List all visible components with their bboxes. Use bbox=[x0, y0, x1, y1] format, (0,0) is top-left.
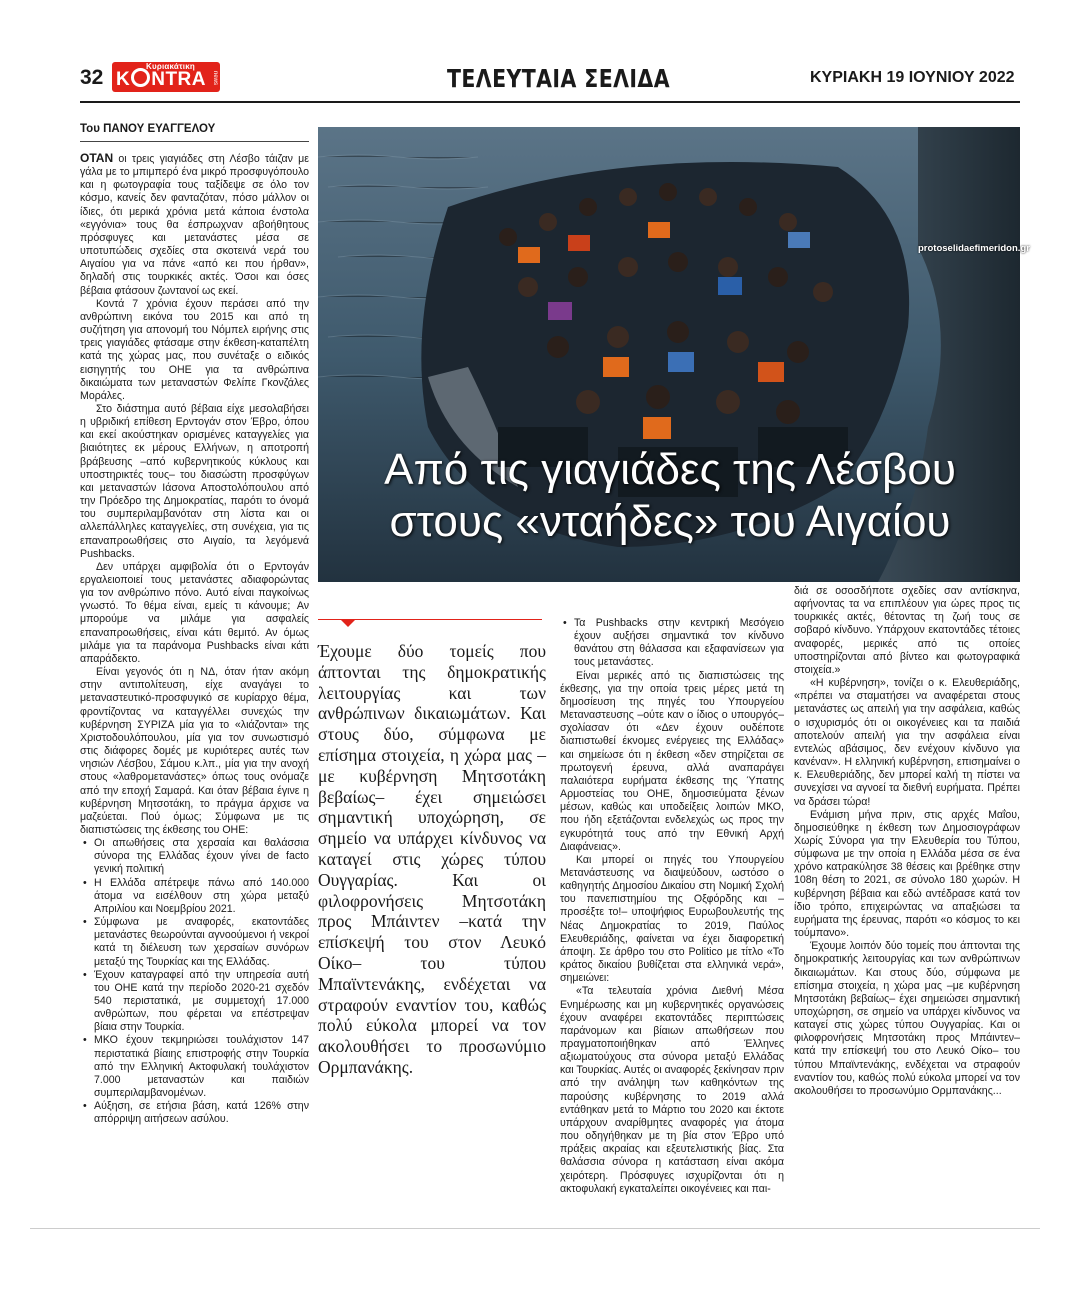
logo-wordmark: K NTRA bbox=[116, 69, 207, 90]
paragraph: Έχουμε λοιπόν δύο τομείς που άπτονται της δημοκρατικής λειτουργίας και των ανθρώπινων δικαιωμάτων. Και στους δύο, σύμφωνα με επίσημα στοιχεία, η χώρα μας –με κυβέρνηση Μητσοτάκη βεβαίως– έχει σημειώσει σημαντική υποχώρηση, σε σημείο να υπάρχει κίνδυνος να καταγεί στις χώρες τύπου Ουγγαρίας. Και οι φιλοφρονήσεις Μητσοτάκη προς Μπάιντεν– κατά την επίσκεψή του στο Λευκό Οίκο– του τύπου Μπαϊντενάκης, ενδέχεται να στραφούν εναντίον του, καθώς πολύ εύκολα μπορεί να τον ακολουθήσει το προσωνύμιο Ορμπανάκης... bbox=[794, 940, 1020, 1097]
paragraph: Κοντά 7 χρόνια έχουν περάσει από την ανθρώπινη εικόνα του 2015 και από τη συζήτηση για απονομή του Νόμπελ ειρήνης στις τρεις γιαγιάδες φτάσαμε στην έκθεση-καταπέλτη κατά της χώρας μας, που συνέταξε ο ειδικός εισηγητής του ΟΗΕ για τα ανθρώπινα δικαιώματα των μεταναστών Φελίπε Γκονζάλες Μοράλες. bbox=[80, 297, 309, 402]
logo-ring-icon bbox=[131, 68, 150, 87]
headline bbox=[330, 444, 1010, 548]
list-item: • Οι απωθήσεις στα χερσαία και θαλάσσια σύνορα της Ελλάδας έχουν γίνει de facto γενική πολιτική bbox=[80, 837, 309, 876]
article-column-4 bbox=[794, 585, 1020, 1098]
pullquote: Έχουμε δύο τομείς που άπτονται της δημοκρατικής λειτουργίας και των ανθρώπινων δικαιωμάτων. Και στους δύο, σύμφωνα με επίσημα στοιχεία, η χώρα μας –με κυβέρνηση Μητσοτάκη βεβαίως– έχει σημειώσει σημαντική υποχώρηση, σε σημείο να υπάρχει κίνδυνος να καταγεί στις χώρες τύπου Ουγγαρίας. Και οι φιλοφρονήσεις Μητσοτάκη προς Μπάιντεν –κατά την επίσκεψή του στον Λευκό Οίκο– του τύπου Μπαϊντενάκης, ενδέχεται να στραφούν εναντίον του, καθώς πολύ εύκολα μπορεί να τον ακολουθήσει το προσωνύμιο Ορμπανάκης. bbox=[318, 641, 546, 1077]
list-item: • Τα Pushbacks στην κεντρική Μεσόγειο έχουν αυξήσει σημαντικά τον κίνδυνο θανάτου στη θάλασσα και εξαφανίσεων για τους μετανάστες. bbox=[560, 617, 784, 670]
logo-tagline: Κυριακάτικη bbox=[146, 62, 195, 71]
issue-date: ΚΥΡΙΑΚΗ 19 ΙΟΥΝΙΟΥ 2022 bbox=[810, 69, 1015, 86]
article-column-1 bbox=[80, 152, 309, 1127]
byline: Του ΠΑΝΟΥ ΕΥΑΓΓΕΛΟΥ bbox=[80, 123, 216, 135]
drop-lead: ΟΤΑΝ bbox=[80, 151, 114, 165]
paragraph: διά σε οσοσδήποτε σχεδίες σαν αντίσκηνα, αφήνοντας τα να επιπλέουν για ώρες προς τις τουρκικές ακτές, θέτοντας τη ζωή τους σε σοβαρό κίνδυνο. Υπάρχουν εκατοντάδες τέτοιες αναφορές, μερικές από τις οποίες υποστηρίζονται από βίντεο και φωτογραφικά στοιχεία.» bbox=[794, 585, 1020, 676]
findings-list bbox=[80, 837, 309, 1126]
paragraph: Είναι μερικές από τις διαπιστώσεις της έκθεσης, για την οποία τρεις μέρες μετά τη δημοσίευση της πηγές του Υπουργείου Μεταναστευσης –ούτε καν ο ίδιος ο υπουργός– σχολίασαν ότι «Δεν έχουν ουδέποτε διαπιστωθεί έκνομες ενέργειες της Ελλάδας» και σημείωσε ότι η έκθεση «δεν στηρίζεται σε πρωτογενή έρευνα, αλλά αναπαράγει παλαιότερα ευρήματα έκθεσης της Ύπατης Αρμοστείας του ΟΗΕ, δημοσιεύματα ξένων μέσων, καθώς και υποδείξεις λοιπών ΜΚΟ, που ήδη εξετάζονται ενδελεχώς ως προς την εγκυρότητά τους από την Εθνική Αρχή Διαφάνειας». bbox=[560, 669, 784, 853]
findings-list-continued bbox=[560, 617, 784, 670]
list-item: • Σύμφωνα με αναφορές, εκατοντάδες μετανάστες θεωρούνται αγνοούμενοι ή νεκροί κατά τη διέλευση των χερσαίων συνόρων μεταξύ της Τουρκίας και της Ελλάδας. bbox=[80, 916, 309, 969]
section-title: ΤΕΛΕΥΤΑΙΑ ΣΕΛΙΔΑ bbox=[447, 64, 670, 93]
paragraph: Είναι γεγονός ότι η ΝΔ, όταν ήταν ακόμη στην αντιπολίτευση, είχε αναγάγει το μεταναστευτικό-προσφυγικό σε κυρίαρχο θέμα, φροντίζοντας να καταγγέλλει συνεχώς την κυβέρνηση ΣΥΡΙΖΑ μία για το «λιάζονται» της Χριστοδουλόπουλου, μία για τον συνωστισμό στις διάφορες δομές με κυριότερες αυτές των νησιών Λέσβου, Σάμου κ.λπ., μία για την ανοχή στους «λαθρομετανάστες» όπως τους ονόμαζε από την εποχή Σαμαρά. Και όταν βέβαια έγινε η κυβέρνηση Μητσοτάκη, το πράγμα άρχισε να μαζεύεται. Πού όμως; Σύμφωνα με τις διαπιστώσεις της έκθεσης του ΟΗΕ: bbox=[80, 666, 309, 836]
list-item: • Έχουν καταγραφεί από την υπηρεσία αυτή του ΟΗΕ κατά την περίοδο 2020-21 σχεδόν 540 περιστατικά, με συμμετοχή 17.000 ανθρώπων, που φέρεται να επέστρεψαν βίαια στην Τουρκία. bbox=[80, 969, 309, 1035]
paragraph: ΟΤΑΝ οι τρεις γιαγιάδες στη Λέσβο τάιζαν με γάλα με το μπιμπερό ένα μικρό προσφυγόπουλο και η φωτογραφία τους ταξίδεψε σε όλο τον κόσμο, κανείς δεν φανταζόταν, πόσο μάλλον οι ίδιες, ότι μερικά χρόνια μετά κάποια ένστολα «εγγόνια» τους θα έσπρωχναν αβοήθητους πρόσφυγες και μετανάστες μέσα σε υποτυπώδεις σχεδίες στα σκοτεινά νερά του Αιγαίου για να πάνε «από κει που ήρθαν», δηλαδή στις τουρκικές ακτές. Όσοι και όσες βέβαια φτάσουν ζωντανοί ως εκεί. bbox=[80, 151, 309, 297]
paragraph: Δεν υπάρχει αμφιβολία ότι ο Ερντογάν εργαλειοποιεί τους μετανάστες αδιαφορώντας για τον ανθρώπινο πόνο. Αυτό είναι παγκοίνως γνωστό. Το θέμα είναι, εμείς τι κάνουμε; Αν μπορούμε να μιλάμε για ασφαλείς επαναπροωθήσεις, είναι κάτι θεμιτό. Αν όμως μιλάμε για τα παράνομα Pushbacks είναι κάτι απαράδεκτο. bbox=[80, 560, 309, 665]
logo-news-label: news bbox=[212, 71, 218, 86]
paragraph: Ενάμιση μήνα πριν, στις αρχές Μαΐου, δημοσιεύθηκε η έκθεση των Δημοσιογράφων Χωρίς Σύνορα για την Ελευθερία του Τύπου, σύμφωνα με την οποία η Ελλάδα μέσα σε ένα χρόνο κατρακύλησε 38 θέσεις και βρέθηκε στην 108η θέση το 2021, σε σύνολο 180 χωρών. Η κυβέρνηση βέβαια και εδώ αντέδρασε κατά τον ίδιο τρόπο, επιχειρώντας να απαξιώσει τα ευρήματα της έρευνας, παρότι «ο κόσμος το κει τούμπανο». bbox=[794, 808, 1020, 940]
list-item: • ΜΚΟ έχουν τεκμηριώσει τουλάχιστον 147 περιστατικά βίαιης επιστροφής στην Τουρκία από την Ελληνική Ακτοφυλακή τουλάχιστον 7.000 μεταναστών και παιδιών συμπεριλαμβανομένων. bbox=[80, 1034, 309, 1100]
page-number: 32 bbox=[80, 66, 104, 89]
paragraph: «Η κυβέρνηση», τονίζει ο κ. Ελευθεριάδης, «πρέπει να σταματήσει να αναφέρεται στους μετανάστες ως απειλή για την ασφάλεια, καθώς ο ισχυρισμός ότι οι οικογένειες και τα παιδιά αποτελούν απειλή για την ασφάλεια είναι εντελώς αβάσιμος, δεν ενέχουν κίνδυνο για κανέναν». Η ελληνική κυβέρνηση, επισημαίνει ο κ. Ελευθεριάδης, δεν μπορεί καλή τη πίστει να συνεχίσει να αγνοεί τα διεθνή ευρήματα. Πρέπει να δράσει τώρα! bbox=[794, 677, 1020, 808]
kontra-logo bbox=[112, 62, 220, 92]
header-divider bbox=[80, 101, 1020, 103]
byline-divider bbox=[80, 141, 309, 142]
watermark: protoselidaefimeridon.gr bbox=[918, 243, 1030, 254]
list-item: • Η Ελλάδα απέτρεψε πάνω από 140.000 άτομα να εισέλθουν στη χώρα μεταξύ Απριλίου και Νοεμβρίου 2021. bbox=[80, 877, 309, 916]
list-item: • Αύξηση, σε ετήσια βάση, κατά 126% στην απόρριψη αιτήσεων ασύλου. bbox=[80, 1100, 309, 1126]
paragraph: «Τα τελευταία χρόνια Διεθνή Μέσα Ενημέρωσης και μη κυβερνητικές οργανώσεις έχουν αναφέρει εκατοντάδες περιπτώσεις παράνομων και βίαιων απωθήσεων που πραγματοποιήθηκαν από Έλληνες αξιωματούχους στα σύνορα μεταξύ Ελλάδας και Τουρκίας. Αυτές οι αναφορές ξεκίνησαν πριν από την ανάληψη των καθηκόντων της παρούσης κυβέρνησης το 2019 αλλά εντάθηκαν μετά το Μάρτιο του 2020 και έκτοτε υπάρχουν αναρίθμητες αναφορές για άτομα που οδηγήθηκαν με τη βία στον Έβρο υπό πράξεις ακραίας και εξευτελιστικής βίας. Στα θαλάσσια σύνορα η κατάσταση είναι ακόμα χειρότερη. Πρόσφυγες ισχυρίζονται ότι η ακτοφυλακή εγκαταλείπει οικογένειες και παι- bbox=[560, 985, 784, 1195]
page-bottom-edge bbox=[30, 1228, 1040, 1229]
headline-line-1: Από τις γιαγιάδες της Λέσβου bbox=[384, 445, 956, 494]
paragraph: Στο διάστημα αυτό βέβαια είχε μεσολαβήσει η υβριδική επίθεση Ερντογάν στον Έβρο, όπου και εκεί ακούστηκαν ορισμένες καταγγελίες για βιαιότητες εκ μέρους Ελλήνων, η αποτροπή βράβευσης –από κυβερνητικούς κύκλους και υποστηρικτές τους– του διασώστη προσφύγων και μεταναστών Ιάσονα Αποστολόπουλου από την Πρόεδρο της Δημοκρατίας, παρότι το όνομά του συμπεριλαμβανόταν στη λίστα και οι αλλεπάλληλες καταγγελίες, στη συνέχεια, για τις επαναπροωθήσεις στο Αιγαίο, τα λεγόμενά Pushbacks. bbox=[80, 402, 309, 560]
pullquote-chevron-icon bbox=[340, 619, 356, 627]
article-column-3 bbox=[560, 617, 784, 1196]
headline-line-2: στους «νταήδες» του Αιγαίου bbox=[389, 497, 951, 546]
paragraph: Και μπορεί οι πηγές του Υπουργείου Μετανάστευσης να διαψεύδουν, ωστόσο ο καθηγητής Δημοσίου Δικαίου στη Νομική Σχολή του πανεπιστημίου της Οξφόρδης και –προσέξτε το!– υποψήφιος Ευρωβουλευτής της Νέας Δημοκρατίας το 2019, Παύλος Ελευθεριάδης, φαίνεται να έχει διαφορετική άποψη. Σε άρθρο του στο Politico με τίτλο «Το κράτος δικαίου βυθίζεται στα ελληνικά νερά», σημειώνει: bbox=[560, 853, 784, 985]
